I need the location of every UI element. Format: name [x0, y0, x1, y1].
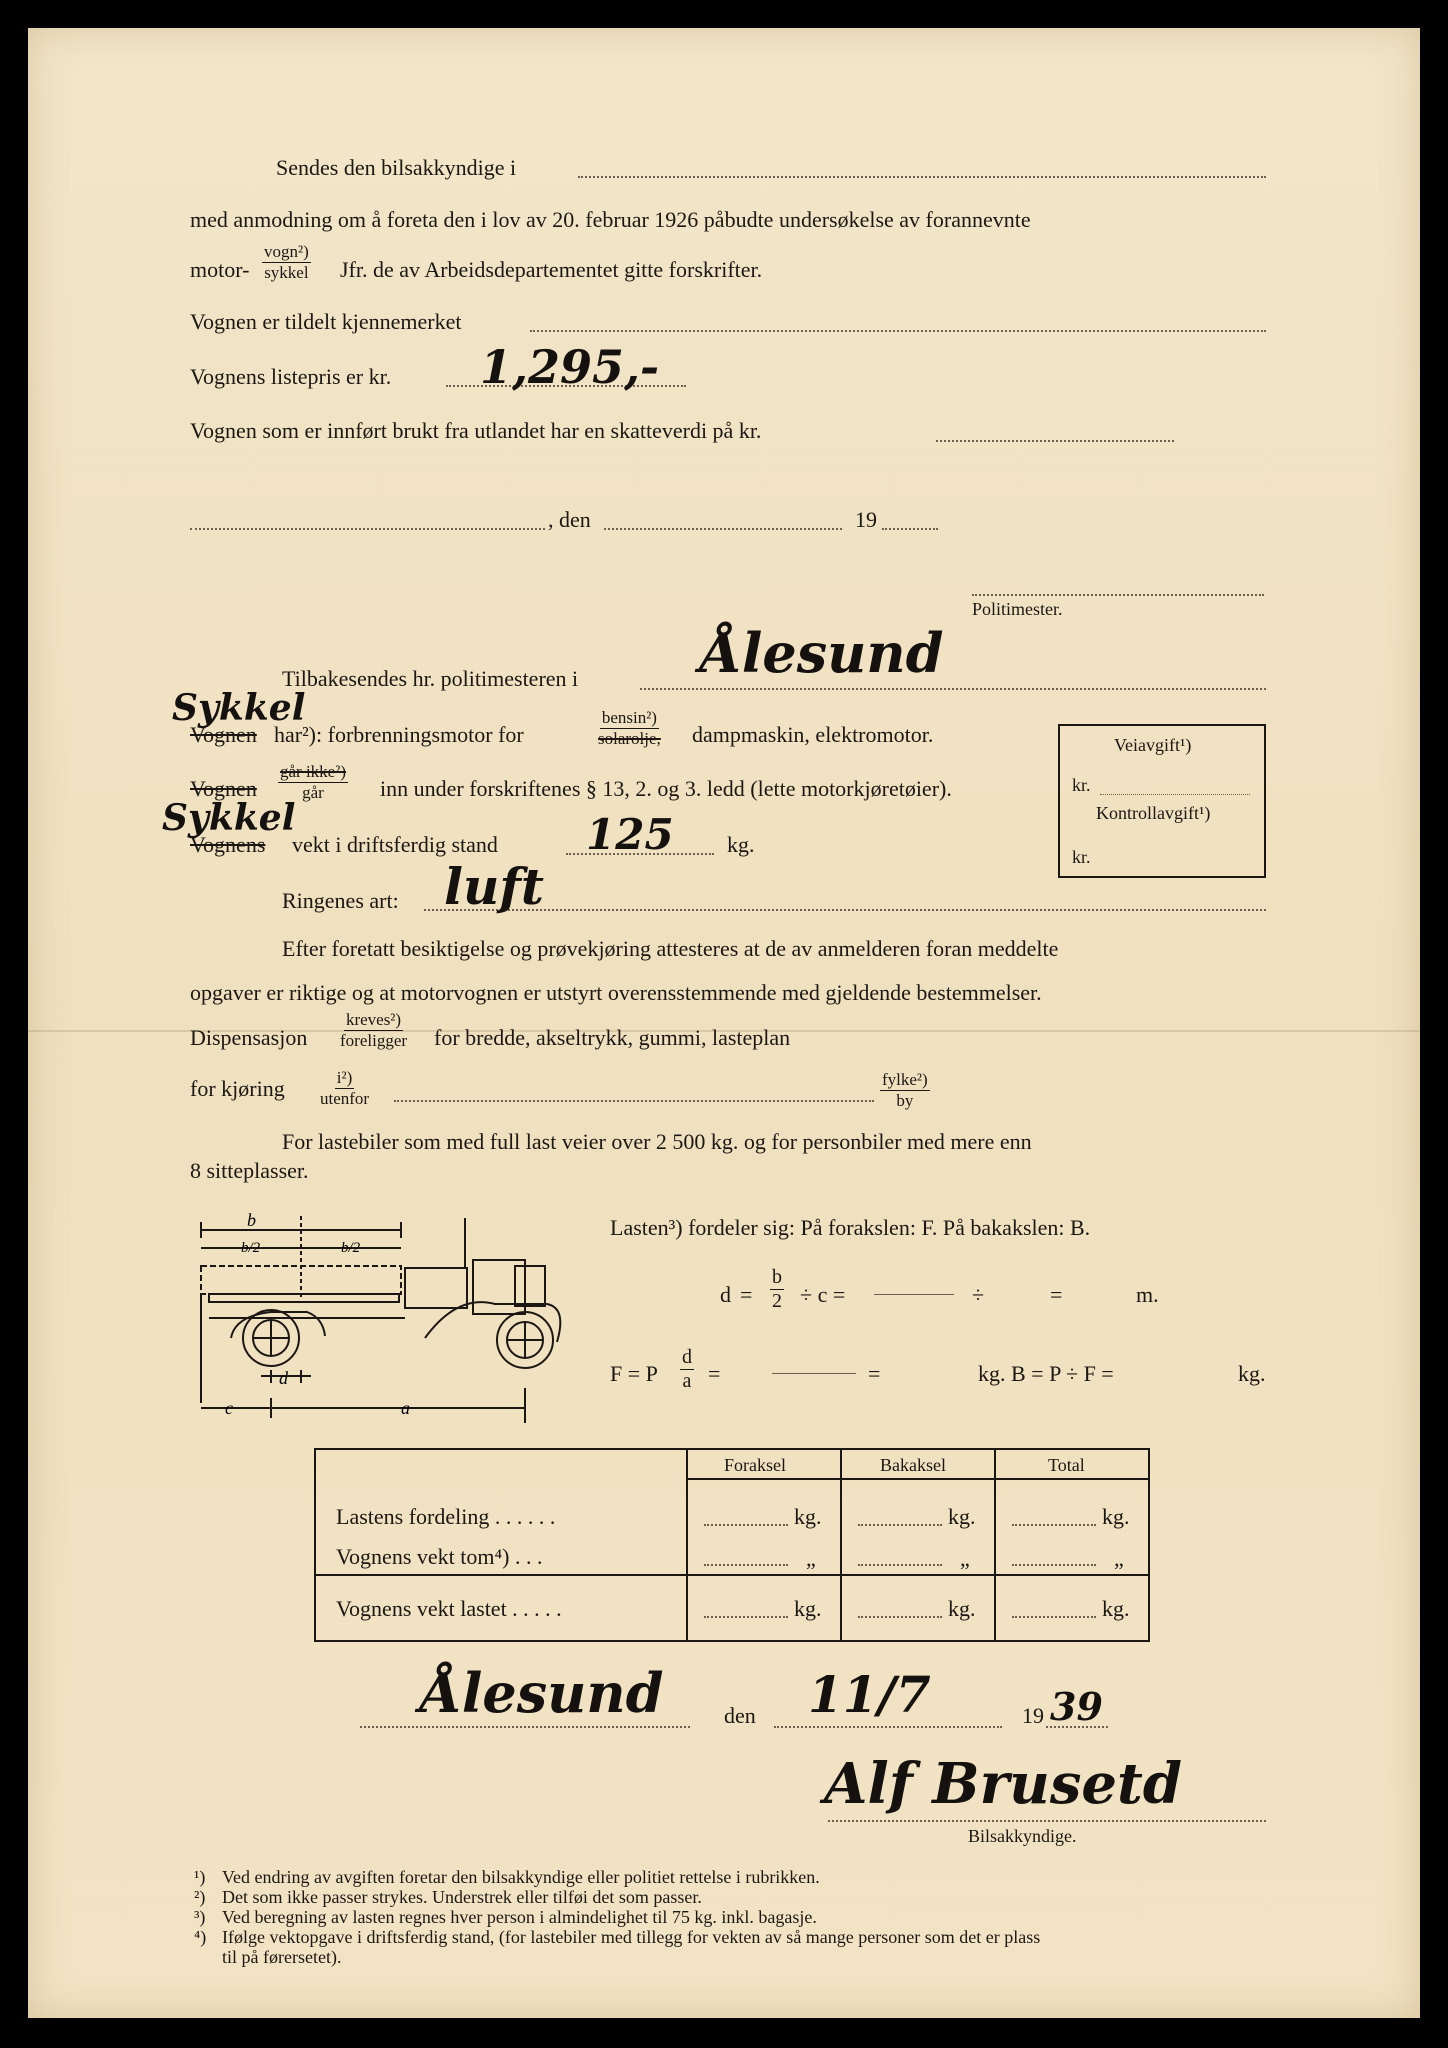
tilbake-blank — [640, 688, 1266, 690]
place-blank-2 — [360, 1726, 690, 1728]
listepris-value: 1,295,- — [480, 340, 660, 394]
lasten-label: Lasten³) fordeler sig: På forakslen: F. På bakakslen: B. — [610, 1215, 1091, 1240]
inspector-signature: Alf Brusetd — [824, 1751, 1183, 1817]
lastebiler-line-1: For lastebiler som med full last veier over 2 500 kg. og for personbiler med mere enn — [282, 1129, 1032, 1154]
bensin-num: bensin²) — [601, 708, 657, 727]
vognen2-struck: Vognen — [190, 776, 257, 801]
table-cell-unit: kg. — [948, 1596, 976, 1621]
vekt-unit: kg. — [727, 832, 755, 857]
table-cell-unit: kg. — [794, 1504, 822, 1529]
send-line-blank — [578, 176, 1266, 178]
for-kjoring-label: for kjøring — [190, 1076, 285, 1101]
formula-line-2 — [772, 1373, 856, 1374]
table-cell-unit: „ — [806, 1546, 816, 1571]
formula-b2 — [770, 1266, 784, 1313]
dampmaskin-label: dampmaskin, elektromotor. — [692, 722, 934, 747]
den-label-2: den — [724, 1703, 756, 1728]
table-cell — [704, 1524, 788, 1526]
diagram-label-a: a — [401, 1398, 410, 1418]
table-cell-unit: kg. — [794, 1596, 822, 1621]
kontrollavgift-label: Kontrollavgift¹) — [1096, 803, 1211, 823]
skatteverdi-blank — [936, 440, 1174, 442]
i-num: i²) — [336, 1068, 353, 1087]
i-fraction — [318, 1068, 371, 1108]
fylke-num: fylke²) — [882, 1070, 928, 1089]
year-label: 19 — [855, 507, 877, 532]
table-cell — [1012, 1564, 1096, 1566]
vekt-label: vekt i driftsferdig stand — [292, 832, 498, 857]
skatteverdi-label: Vognen som er innført brukt fra utlandet har en skatteverdi på kr. — [190, 418, 762, 443]
sykkel-correction-1: Sykkel — [172, 687, 306, 729]
table-cell — [704, 1564, 788, 1566]
table-header-line — [686, 1478, 1148, 1480]
bensin-den: solarolje, — [598, 728, 661, 748]
lastebiler-line-2: 8 sitteplasser. — [190, 1158, 309, 1183]
den-label: , den — [548, 507, 591, 532]
sign-place: Ålesund — [420, 1661, 664, 1725]
signature-blank — [828, 1820, 1266, 1822]
formula-d: d — [720, 1282, 731, 1307]
formula-F: F = P — [610, 1361, 658, 1386]
diagram-label-d: d — [279, 1368, 288, 1388]
efter-line-2: opgaver er riktige og at motorvognen er utstyrt overensstemmende med gjeldende bestemmelser. — [190, 980, 1042, 1005]
veiavgift-label: Veiavgift¹) — [1114, 735, 1192, 755]
table-cell — [858, 1616, 942, 1618]
formula-eq: = — [740, 1282, 753, 1307]
table-cell-unit: „ — [1114, 1546, 1124, 1571]
motor-den: sykkel — [264, 262, 309, 282]
formula-eq-3: = — [1050, 1282, 1063, 1307]
formula-c: ÷ c = — [800, 1282, 846, 1307]
gar-num: går ikke²) — [280, 762, 346, 781]
year-prefix: 19 — [1022, 1703, 1044, 1728]
veiavgift-blank — [1100, 794, 1250, 795]
formula-div: ÷ — [972, 1282, 985, 1307]
bilsakkyndige-label: Bilsakkyndige. — [968, 1826, 1077, 1846]
motor-fraction — [262, 242, 311, 282]
formula-kgB: kg. B = P ÷ F = — [978, 1361, 1114, 1386]
date-blank-2 — [774, 1726, 1002, 1728]
table-cell — [704, 1616, 788, 1618]
table-row-label: Vognens vekt tom⁴) . . . — [336, 1544, 543, 1569]
table-total-line — [316, 1574, 1148, 1576]
ringenes-label: Ringenes art: — [282, 888, 399, 913]
truck-diagram — [195, 1208, 570, 1428]
kjoring-blank — [394, 1100, 874, 1102]
table-row-label: Lastens fordeling . . . . . . — [336, 1504, 556, 1529]
kjennemerke-label: Vognen er tildelt kjennemerket — [190, 309, 462, 334]
vognens-struck: Vognens — [190, 832, 266, 857]
fylke-den: by — [896, 1090, 914, 1110]
formula-2: 2 — [772, 1290, 782, 1312]
table-cell-unit: kg. — [1102, 1596, 1130, 1621]
bensin-fraction — [596, 708, 663, 748]
formula-kg-end: kg. — [1238, 1361, 1266, 1386]
table-cell-unit: „ — [960, 1546, 970, 1571]
year-blank — [882, 528, 938, 530]
kontrollavgift-kr: kr. — [1072, 847, 1091, 867]
footnote-4-cont: til på førersetet). — [222, 1947, 342, 1967]
efter-line-1: Efter foretatt besiktigelse og prøvekjøring attesteres at de av anmelderen foran meddelte — [282, 936, 1059, 961]
sign-date: 11/7 — [808, 1665, 931, 1724]
kreves-num: kreves²) — [345, 1010, 402, 1029]
formula-m: m. — [1136, 1282, 1159, 1307]
kreves-den: foreligger — [340, 1030, 408, 1050]
formula-eq-4: = — [868, 1361, 881, 1386]
footnote-4: ⁴) Ifølge vektopgave i driftsferdig stand, (for lastebiler med tillegg for vekten av så mange personer som det er plass — [194, 1927, 1041, 1947]
sykkel-correction-2: Sykkel — [162, 797, 296, 839]
ringenes-blank — [424, 909, 1266, 911]
tilbake-place: Ålesund — [700, 621, 944, 685]
table-header-total: Total — [1048, 1455, 1085, 1475]
place-blank — [190, 528, 545, 530]
table-cell-unit: kg. — [1102, 1504, 1130, 1529]
formula-da-d: a — [682, 1370, 692, 1392]
inn-under-label: inn under forskriftenes § 13, 2. og 3. ledd (lette motorkjøretøier). — [380, 776, 952, 801]
for-bredde-label: for bredde, akseltrykk, gummi, lasteplan — [434, 1025, 791, 1050]
date-blank — [604, 528, 842, 530]
send-line: Sendes den bilsakkyndige i — [276, 155, 517, 180]
table-header-bakaksel: Bakaksel — [880, 1455, 946, 1475]
sign-year: 39 — [1050, 1684, 1103, 1729]
formula-da — [680, 1346, 694, 1393]
kreves-fraction — [338, 1010, 409, 1050]
formula-da-n: d — [682, 1346, 692, 1368]
table-cell — [1012, 1524, 1096, 1526]
request-line: med anmodning om å foreta den i lov av 20. februar 1926 påbudte undersøkelse av forannevnte — [190, 207, 1031, 232]
motor-prefix: motor- — [190, 257, 250, 282]
diagram-label-b: b — [247, 1210, 256, 1230]
veiavgift-kr: kr. — [1072, 775, 1091, 795]
formula-b: b — [772, 1266, 782, 1288]
listepris-label: Vognens listepris er kr. — [190, 364, 392, 389]
dispensasjon-label: Dispensasjon — [190, 1025, 308, 1050]
diagram-label-b2b: b/2 — [341, 1240, 361, 1256]
table-header-foraksel: Foraksel — [724, 1455, 786, 1475]
table-cell — [858, 1524, 942, 1526]
motor-suffix: Jfr. de av Arbeidsdepartementet gitte forskrifter. — [340, 257, 763, 282]
formula-eq-2: = — [708, 1361, 721, 1386]
formula-line-1 — [874, 1294, 954, 1295]
footnote-2: ²) Det som ikke passer strykes. Understrek eller tilføi det som passer. — [194, 1887, 702, 1907]
footnote-3: ³) Ved beregning av lasten regnes hver person i almindelighet til 75 kg. inkl. bagasje. — [194, 1907, 817, 1927]
table-row-label: Vognens vekt lastet . . . . . — [336, 1596, 562, 1621]
gar-den: går — [302, 782, 324, 802]
tilbake-label: Tilbakesendes hr. politimesteren i — [282, 666, 579, 691]
vekt-value: 125 — [586, 810, 674, 859]
vognen-struck: Vognen — [190, 722, 257, 747]
diagram-label-b2a: b/2 — [241, 1240, 261, 1256]
footnote-1: ¹) Ved endring av avgiften foretar den bilsakkyndige eller politiet rettelse i rubrikken. — [194, 1867, 820, 1887]
ringenes-value: luft — [444, 857, 544, 916]
politimester-label: Politimester. — [972, 599, 1063, 619]
politimester-blank — [972, 594, 1264, 596]
motor-num: vogn²) — [264, 242, 309, 261]
fylke-fraction — [880, 1070, 930, 1110]
load-table — [314, 1448, 1150, 1642]
fee-box — [1058, 724, 1266, 878]
table-cell-unit: kg. — [948, 1504, 976, 1529]
diagram-label-c: c — [225, 1398, 233, 1418]
table-cell — [858, 1564, 942, 1566]
i-den: utenfor — [320, 1088, 370, 1108]
har-label: har²): forbrenningsmotor for — [274, 722, 524, 747]
table-cell — [1012, 1616, 1096, 1618]
kjennemerke-blank — [530, 330, 1266, 332]
